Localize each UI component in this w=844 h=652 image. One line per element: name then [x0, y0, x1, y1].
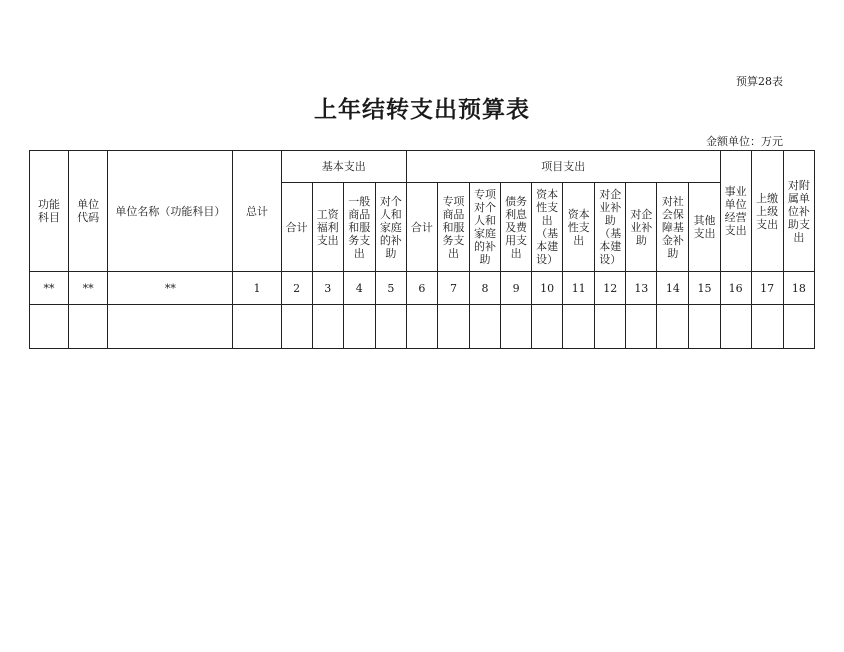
table-cell: 4 [343, 272, 375, 305]
table-cell [501, 305, 532, 349]
budget-table [29, 150, 815, 349]
table-cell: 10 [532, 272, 563, 305]
table-cell [689, 305, 720, 349]
form-code: 预算28表 [736, 75, 783, 88]
table-cell: 8 [469, 272, 500, 305]
table-cell [30, 305, 69, 349]
table-cell: 12 [595, 272, 626, 305]
table-cell [343, 305, 375, 349]
table-cell: 5 [375, 272, 406, 305]
table-cell [312, 305, 343, 349]
unit-label: 金额单位：万元 [706, 135, 783, 148]
table-cell [108, 305, 233, 349]
table-cell: 2 [281, 272, 312, 305]
table-cell [69, 305, 108, 349]
table-cell [783, 305, 814, 349]
table-cell: 6 [406, 272, 437, 305]
table-cell [437, 305, 469, 349]
table-cell: ** [69, 272, 108, 305]
table-cell: 7 [437, 272, 469, 305]
table-cell: ** [30, 272, 69, 305]
table-cell: 16 [720, 272, 751, 305]
header-unit-code: 单位代码 [69, 151, 108, 272]
header-project-social-security: 对社会保障基金补助 [657, 183, 689, 272]
table-cell: 14 [657, 272, 689, 305]
table-cell: 15 [689, 272, 720, 305]
header-upper-expense: 上缴上级支出 [751, 151, 783, 272]
table-cell [375, 305, 406, 349]
page-title: 上年结转支出预算表 [314, 96, 530, 123]
header-project-subtotal: 合计 [406, 183, 437, 272]
header-business-expense: 事业单位经营支出 [720, 151, 751, 272]
header-basic-wages: 工资福利支出 [312, 183, 343, 272]
table-cell [281, 305, 312, 349]
table-cell: 3 [312, 272, 343, 305]
table-cell [595, 305, 626, 349]
header-project-enterprise-construction: 对企业补助（基本建设） [595, 183, 626, 272]
header-project-goods-services: 专项商品和服务支出 [437, 183, 469, 272]
header-total: 总计 [233, 151, 281, 272]
header-project-personal-subsidy: 专项对个人和家庭的补助 [469, 183, 500, 272]
table-cell [233, 305, 281, 349]
table-cell [563, 305, 595, 349]
header-project-other: 其他支出 [689, 183, 720, 272]
table-cell: 17 [751, 272, 783, 305]
header-basic-personal-subsidy: 对个人和家庭的补助 [375, 183, 406, 272]
header-basic-goods-services: 一般商品和服务支出 [343, 183, 375, 272]
table-cell [720, 305, 751, 349]
header-project-capital-construction: 资本性支出（基本建设） [532, 183, 563, 272]
table-cell: 11 [563, 272, 595, 305]
table-cell: 13 [626, 272, 657, 305]
table-row [30, 305, 815, 349]
header-project-capital: 资本性支出 [563, 183, 595, 272]
header-unit-name: 单位名称（功能科目） [108, 151, 233, 272]
table-cell [532, 305, 563, 349]
table-cell: 9 [501, 272, 532, 305]
header-project-enterprise-subsidy: 对企业补助 [626, 183, 657, 272]
table-cell [657, 305, 689, 349]
table-cell [406, 305, 437, 349]
index-row [30, 272, 815, 305]
table-cell [626, 305, 657, 349]
header-func-subject: 功能科目 [30, 151, 69, 272]
header-project-debt-interest: 债务利息及费用支出 [501, 183, 532, 272]
header-subsidiary-expense: 对附属单位补助支出 [783, 151, 814, 272]
table-cell: 18 [783, 272, 814, 305]
header-basic-group: 基本支出 [281, 151, 406, 183]
table-cell [469, 305, 500, 349]
table-cell: ** [108, 272, 233, 305]
header-project-group: 项目支出 [406, 151, 720, 183]
header-basic-subtotal: 合计 [281, 183, 312, 272]
table-cell [751, 305, 783, 349]
table-cell: 1 [233, 272, 281, 305]
